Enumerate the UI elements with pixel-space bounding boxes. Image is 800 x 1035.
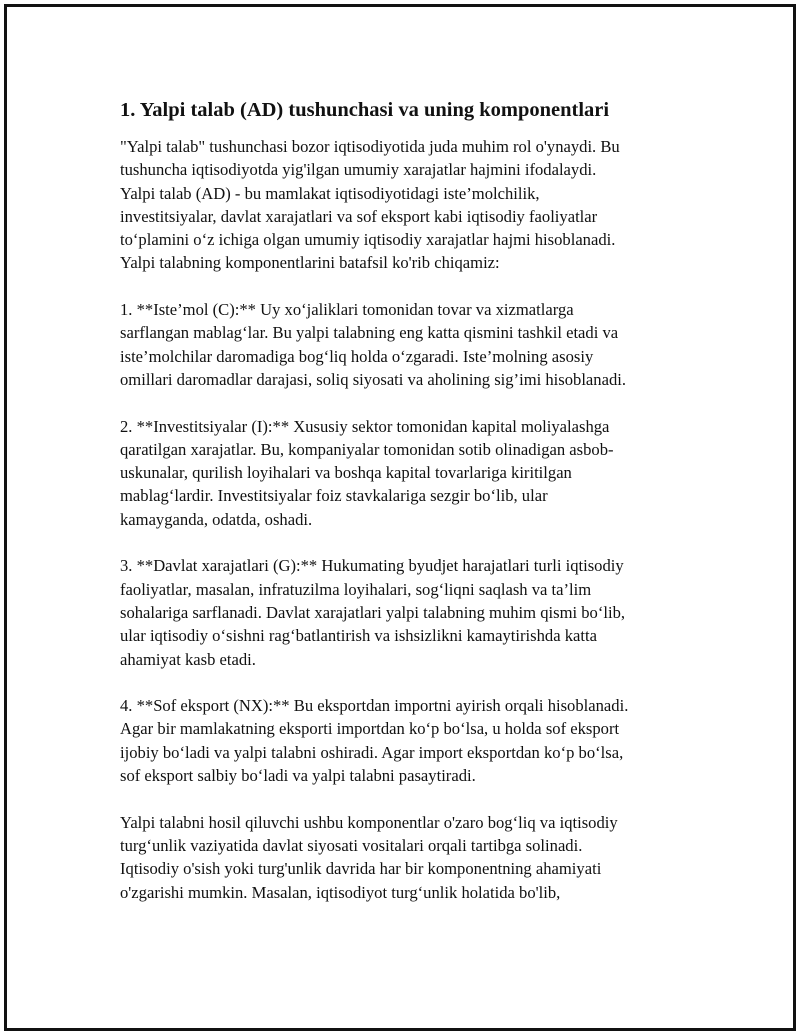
paragraph-net-exports: 4. **Sof eksport (NX):** Bu eksportdan importni ayirish orqali hisoblanadi. Agar bir mamlakatning eksporti importdan ko‘p bo‘lsa, u holda sof eksport ijobiy bo‘ladi va yalpi talabni oshiradi. Agar import eksportdan ko‘p bo‘lsa, sof eksport salbiy bo‘ladi va yalpi talabni pasaytiradi.: [120, 696, 629, 786]
paragraph-conclusion: Yalpi talabni hosil qiluvchi ushbu komponentlar o'zaro bog‘liq va iqtisodiy turg‘unlik vaziyatida davlat siyosati vositalari orqali tartibga solinadi. Iqtisodiy o'sish yoki turg'unlik davrida har bir komponentning ahamiyati o'zgarishi mumkin. Masalan, iqtisodiyot turg‘unlik holatida bo'lib,: [120, 812, 618, 902]
paragraph-investment: 2. **Investitsiyalar (I):** Xususiy sektor tomonidan kapital moliyalashga qaratilgan xarajatlar. Bu, kompaniyalar tomonidan sotib olinadigan asbob- uskunalar, qurilish loyihalari va boshqa kapital tovarlariga kiritilgan mablag‘lardir. Investitsiyalar foiz stavkalariga sezgir bo‘lib, ular kamayganda, odatda, oshadi.: [120, 416, 614, 529]
document-body: [120, 97, 690, 904]
page-frame: [4, 4, 796, 1031]
section-heading: 1. Yalpi talab (AD) tushunchasi va uning komponentlari: [120, 99, 610, 121]
paragraph-intro: "Yalpi talab" tushunchasi bozor iqtisodiyotida juda muhim rol o'ynaydi. Bu tushuncha iqtisodiyotda yig'ilgan umumiy xarajatlar hajmini ifodalaydi. Yalpi talab (AD) - bu mamlakat iqtisodiyotidagi iste’molchilik, investitsiyalar, davlat xarajatlari va sof eksport kabi iqtisodiy faoliyatlar to‘plamini o‘z ichiga olgan umumiy iqtisodiy xarajatlar hajmi hisoblanadi. Yalpi talabning komponentlarini batafsil ko'rib chiqamiz:: [120, 137, 620, 273]
paragraph-government-spending: 3. **Davlat xarajatlari (G):** Hukumating byudjet harajatlari turli iqtisodiy faoliyatlar, masalan, infratuzilma loyihalari, sog‘liqni saqlash va ta’lim sohalariga sarflanadi. Davlat xarajatlari yalpi talabning muhim qismi bo‘lib, ular iqtisodiy o‘sishni rag‘batlantirish va ishsizlikni kamaytirishda katta ahamiyat kasb etadi.: [120, 556, 626, 669]
paragraph-consumption: 1. **Iste’mol (C):** Uy xo‘jaliklari tomonidan tovar va xizmatlarga sarflangan mablag‘lar. Bu yalpi talabning eng katta qismini tashkil etadi va iste’molchilar daromadiga bog‘liq holda o‘zgaradi. Iste’molning asosiy omillari daromadlar darajasi, soliq siyosati va aholining sig’imi hisoblanadi.: [120, 300, 627, 389]
